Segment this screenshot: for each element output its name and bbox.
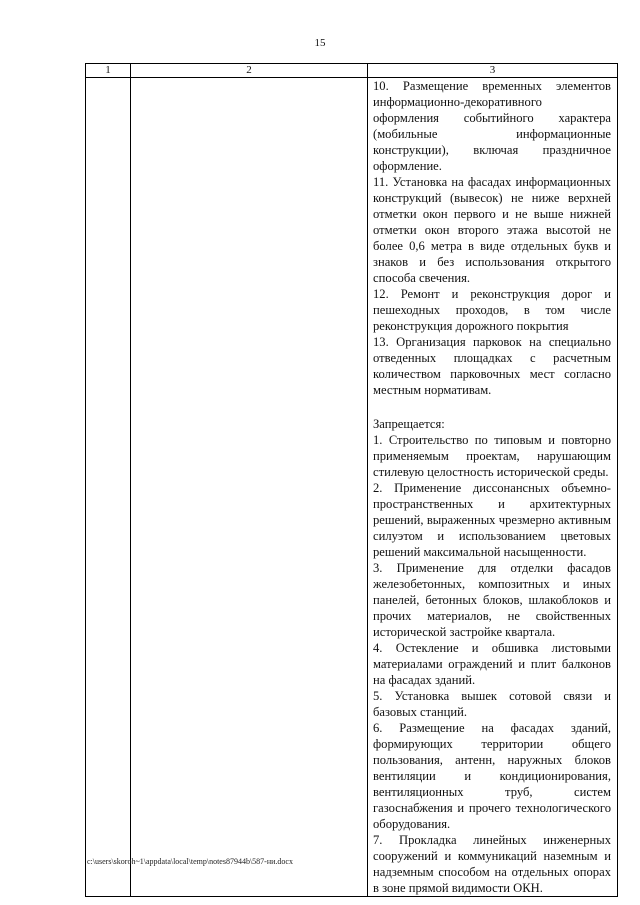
spacer bbox=[373, 398, 611, 416]
list-item: 5. Установка вышек сотовой связи и базовых станций. bbox=[373, 689, 611, 719]
list-item: 10. Размещение временных элементов информационно-декоративного оформления событийного характера (мобильные информационные конструкции), включая праздничное оформление. bbox=[373, 79, 611, 173]
file-path-footer: c:\users\skoroh~1\appdata\local\temp\notes87944b\587-ни.docx bbox=[87, 857, 293, 866]
regulations-table bbox=[85, 63, 618, 897]
cell-col-2 bbox=[131, 78, 368, 897]
column-header-1: 1 bbox=[86, 64, 131, 78]
cell-col-3 bbox=[368, 78, 618, 897]
list-item: 11. Установка на фасадах информационных конструкций (вывесок) не ниже верхней отметки окон первого и не выше нижней отметки окон второго этажа высотой не более 0,6 метра в виде отдельных букв и знаков и без использования открытого способа свечения. bbox=[373, 175, 611, 285]
list-item: 2. Применение диссонансных объемно-пространственных и архитектурных решений, выраженных чрезмерно активным силуэтом и использованием цветовых решений максимальной насыщенности. bbox=[373, 481, 611, 559]
column-header-2: 2 bbox=[131, 64, 368, 78]
list-item: 3. Применение для отделки фасадов железобетонных, композитных и иных панелей, бетонных блоков, шлакоблоков и прочих материалов, не свойственных исторической застройке квартала. bbox=[373, 561, 611, 639]
list-item: 13. Организация парковок на специально отведенных площадках с расчетным количеством парковочных мест согласно местным нормативам. bbox=[373, 335, 611, 397]
cell-col-1 bbox=[86, 78, 131, 897]
list-item: 4. Остекление и обшивка листовыми материалами ограждений и плит балконов на фасадах зданий. bbox=[373, 641, 611, 687]
list-item: 1. Строительство по типовым и повторно применяемым проектам, нарушающим стилевую целостность исторической среды. bbox=[373, 433, 611, 479]
column-header-3: 3 bbox=[368, 64, 618, 78]
list-item: 6. Размещение на фасадах зданий, формирующих территории общего пользования, антенн, наружных блоков вентиляции и кондиционирования, вентиляционных труб, систем газоснабжения и прочего технологического оборудования. bbox=[373, 721, 611, 831]
table-row bbox=[86, 78, 618, 897]
list-item: 7. Прокладка линейных инженерных сооружений и коммуникаций наземным и надземным способом на отдельных опорах в зоне прямой видимости ОКН. bbox=[373, 833, 611, 895]
prohibited-heading: Запрещается: bbox=[373, 417, 445, 431]
list-item: 12. Ремонт и реконструкция дорог и пешеходных проходов, в том числе реконструкция дорожного покрытия bbox=[373, 287, 611, 333]
page-number: 15 bbox=[314, 37, 326, 49]
table-header-row bbox=[86, 64, 618, 78]
